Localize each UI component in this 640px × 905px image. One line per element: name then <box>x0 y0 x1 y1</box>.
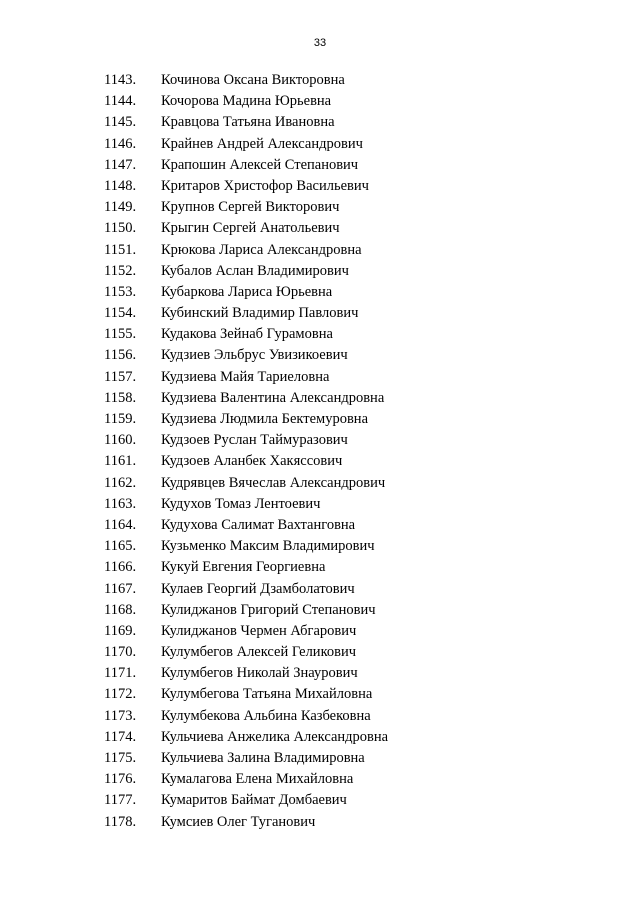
entry-name: Кукуй Евгения Георгиевна <box>161 559 326 576</box>
list-item <box>0 388 640 409</box>
entry-name: Кулумбекова Альбина Казбековна <box>161 707 371 724</box>
entry-number: 1157. <box>104 368 137 385</box>
entry-name: Крюкова Лариса Александровна <box>161 241 362 258</box>
entry-name: Кулаев Георгий Дзамболатович <box>161 580 355 597</box>
entry-number: 1169. <box>104 622 137 639</box>
entry-name: Кулиджанов Чермен Абгарович <box>161 622 357 639</box>
list-item <box>0 790 640 811</box>
list-item <box>0 240 640 261</box>
name-list <box>0 70 640 833</box>
entry-number: 1176. <box>104 771 137 788</box>
entry-number: 1148. <box>104 177 137 194</box>
entry-number: 1167. <box>104 580 137 597</box>
entry-number: 1150. <box>104 220 137 237</box>
list-item <box>0 176 640 197</box>
entry-number: 1151. <box>104 241 137 258</box>
entry-name: Кочорова Мадина Юрьевна <box>161 93 332 110</box>
entry-name: Кулумбегов Алексей Геликович <box>161 644 357 661</box>
entry-number: 1147. <box>104 156 137 173</box>
list-item <box>0 367 640 388</box>
list-item <box>0 409 640 430</box>
entry-number: 1149. <box>104 199 137 216</box>
entry-number: 1155. <box>104 326 137 343</box>
list-item <box>0 303 640 324</box>
entry-name: Кравцова Татьяна Ивановна <box>161 114 335 131</box>
list-item <box>0 155 640 176</box>
entry-number: 1154. <box>104 305 137 322</box>
list-item <box>0 494 640 515</box>
entry-name: Кудзиева Майя Тариеловна <box>161 368 330 385</box>
entry-name: Кулиджанов Григорий Степанович <box>161 601 376 618</box>
page-number: 33 <box>313 37 327 49</box>
entry-number: 1173. <box>104 707 137 724</box>
entry-name: Кумаритов Баймат Домбаевич <box>161 792 347 809</box>
entry-name: Кубаркова Лариса Юрьевна <box>161 283 333 300</box>
list-item <box>0 70 640 91</box>
entry-number: 1177. <box>104 792 137 809</box>
list-item <box>0 684 640 705</box>
list-item <box>0 430 640 451</box>
list-item <box>0 706 640 727</box>
list-item <box>0 621 640 642</box>
list-item <box>0 134 640 155</box>
list-item <box>0 642 640 663</box>
entry-number: 1168. <box>104 601 137 618</box>
list-item <box>0 812 640 833</box>
list-item <box>0 91 640 112</box>
entry-number: 1160. <box>104 432 137 449</box>
entry-number: 1152. <box>104 262 137 279</box>
entry-name: Крыгин Сергей Анатольевич <box>161 220 340 237</box>
entry-number: 1178. <box>104 813 137 830</box>
entry-number: 1166. <box>104 559 137 576</box>
entry-name: Кочинова Оксана Викторовна <box>161 72 345 88</box>
entry-name: Крупнов Сергей Викторович <box>161 199 340 216</box>
entry-number: 1172. <box>104 686 137 703</box>
entry-name: Кульчиева Залина Владимировна <box>161 750 365 766</box>
entry-name: Кубалов Аслан Владимирович <box>161 262 349 279</box>
list-item <box>0 515 640 536</box>
list-item <box>0 282 640 303</box>
entry-name: Кудзиева Валентина Александровна <box>161 389 385 406</box>
list-item <box>0 663 640 684</box>
list-item <box>0 324 640 345</box>
entry-number: 1146. <box>104 135 137 152</box>
entry-name: Кудрявцев Вячеслав Александрович <box>161 474 386 491</box>
list-item <box>0 197 640 218</box>
entry-number: 1171. <box>104 665 137 682</box>
entry-name: Кудакова Зейнаб Гурамовна <box>161 326 333 343</box>
list-item <box>0 600 640 621</box>
list-item <box>0 727 640 748</box>
entry-number: 1162. <box>104 474 137 491</box>
entry-name: Кудзиева Людмила Бектемуровна <box>161 411 369 427</box>
entry-number: 1159. <box>104 411 137 427</box>
list-item <box>0 536 640 557</box>
entry-name: Кумалагова Елена Михайловна <box>161 771 354 788</box>
list-item <box>0 218 640 239</box>
entry-number: 1175. <box>104 750 137 766</box>
entry-number: 1164. <box>104 516 137 533</box>
entry-name: Кумсиев Олег Туганович <box>161 813 316 830</box>
list-item <box>0 345 640 366</box>
entry-name: Кудухова Салимат Вахтанговна <box>161 516 356 533</box>
list-item <box>0 557 640 578</box>
entry-number: 1174. <box>104 728 137 745</box>
entry-number: 1161. <box>104 453 137 470</box>
entry-name: Кудзоев Аланбек Хакяссович <box>161 453 343 470</box>
entry-name: Кульчиева Анжелика Александровна <box>161 728 389 745</box>
list-item <box>0 579 640 600</box>
entry-number: 1163. <box>104 495 137 512</box>
entry-name: Кулумбегова Татьяна Михайловна <box>161 686 373 703</box>
entry-number: 1153. <box>104 283 137 300</box>
entry-number: 1145. <box>104 114 137 131</box>
list-item <box>0 473 640 494</box>
entry-name: Критаров Христофор Васильевич <box>161 177 369 194</box>
entry-name: Крайнев Андрей Александрович <box>161 135 363 152</box>
entry-number: 1165. <box>104 538 137 555</box>
list-item <box>0 769 640 790</box>
entry-number: 1158. <box>104 389 137 406</box>
entry-name: Кудзоев Руслан Таймуразович <box>161 432 348 449</box>
entry-name: Кудухов Томаз Лентоевич <box>161 495 321 512</box>
list-item <box>0 451 640 472</box>
entry-name: Кудзиев Эльбрус Увизикоевич <box>161 347 348 364</box>
entry-number: 1156. <box>104 347 137 364</box>
entry-number: 1170. <box>104 644 137 661</box>
list-item <box>0 748 640 769</box>
entry-name: Кулумбегов Николай Знаурович <box>161 665 358 682</box>
entry-name: Крапошин Алексей Степанович <box>161 156 359 173</box>
entry-name: Кубинский Владимир Павлович <box>161 305 359 322</box>
entry-number: 1143. <box>104 72 137 88</box>
entry-number: 1144. <box>104 93 137 110</box>
list-item <box>0 112 640 133</box>
list-item <box>0 261 640 282</box>
entry-name: Кузьменко Максим Владимирович <box>161 538 375 555</box>
